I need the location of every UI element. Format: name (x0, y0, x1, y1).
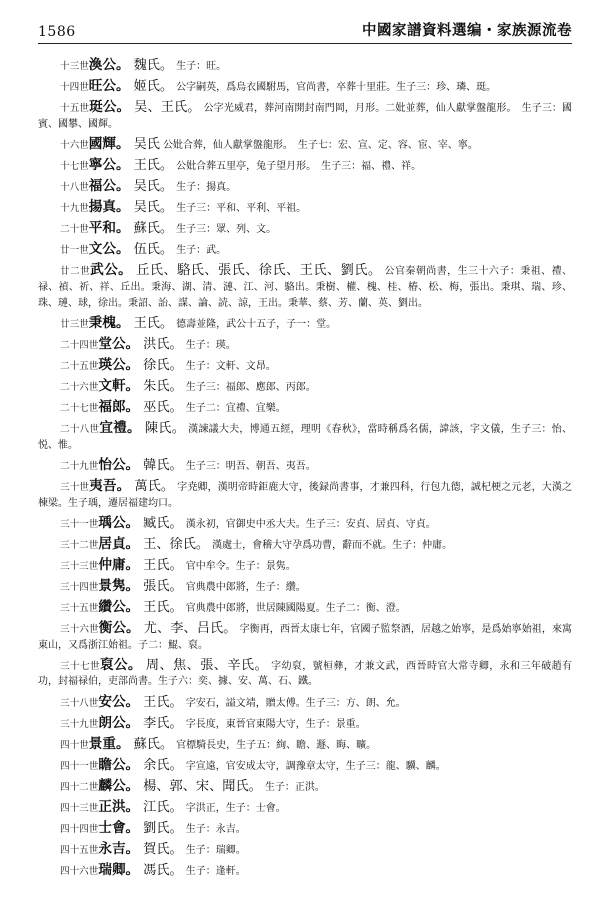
ancestor-name: 永吉。 (98, 841, 140, 858)
genealogy-entry (38, 821, 572, 838)
generation-label: 廿一世 (60, 245, 89, 257)
spouse-names: 洪氏。 (143, 336, 183, 352)
ancestor-name: 夷吾。 (89, 477, 131, 494)
spouse-names: 臧氏。 (143, 515, 183, 531)
genealogy-entry (38, 695, 572, 712)
generation-label: 四十二世 (60, 781, 99, 793)
spouse-names: 王氏。 (143, 557, 183, 573)
generation-label: 十九世 (60, 203, 89, 215)
entry-note: 生子：瑛。 (185, 339, 236, 351)
genealogy-entry (38, 158, 572, 175)
entry-note: 生子：瑞卿。 (185, 845, 246, 857)
spouse-names: 李氏。 (143, 715, 183, 731)
genealogy-entry (38, 400, 572, 417)
spouse-names: 徐氏。 (143, 357, 183, 373)
ancestor-name: 景隽。 (98, 577, 140, 594)
ancestor-name: 朗公。 (98, 714, 140, 731)
genealogy-entry (38, 137, 572, 154)
ancestor-name: 居貞。 (98, 535, 140, 552)
spouse-names: 尤、李、吕氏。 (143, 621, 237, 637)
spouse-names: 朱氏。 (143, 379, 183, 394)
entry-note: 官典農中郎將，世居陳國陽夏。生子二：衡、澄。 (185, 603, 406, 615)
genealogy-entry (38, 516, 572, 533)
spouse-names: 王、徐氏。 (143, 536, 210, 552)
genealogy-entry (38, 263, 572, 311)
genealogy-entry (38, 779, 572, 796)
spouse-names: 賀氏。 (143, 842, 183, 858)
generation-label: 三十九世 (60, 718, 99, 730)
ancestor-name: 麟公。 (98, 777, 140, 794)
entry-note: 漢永初，官御史中丞大夫。生子三：安貞、居貞、守貞。 (185, 518, 436, 530)
entry-note: 公字光威君，葬河南開封南門岡，月形。二妣並葬，仙人獻掌盤龍形。 生子三：國賓、國攀、國輝。 (38, 103, 573, 130)
entry-note: 公妣合葬五里亭，兔子望月形。 生子三：福、禮、祥。 (176, 160, 422, 172)
ancestor-name: 宜禮。 (99, 420, 141, 437)
ancestor-name: 珽公。 (89, 99, 131, 116)
generation-label: 三十七世 (60, 660, 100, 672)
page-header (38, 18, 572, 40)
spouse-names: 蘇氏。 (133, 221, 174, 237)
entry-note: 字安石，謚文靖，贈太傅。生子三：方、朗、允。 (185, 697, 406, 709)
genealogy-entry (38, 179, 572, 196)
spouse-names: 張氏。 (143, 578, 183, 594)
spouse-names: 吴氏。 (133, 200, 174, 216)
generation-label: 三十三世 (60, 560, 99, 572)
ancestor-name: 福郎。 (98, 399, 140, 416)
entry-note: 官標騎長史，生子五：絢、瞻、遯、晦、曠。 (176, 739, 377, 751)
ancestor-name: 寧公。 (88, 156, 130, 173)
generation-label: 四十四世 (60, 824, 99, 836)
ancestor-name: 瞻公。 (98, 756, 140, 773)
entry-note: 生子：永吉。 (185, 824, 246, 836)
entry-note: 官中牟令。生子：景隽。 (185, 560, 296, 572)
ancestor-name: 景重。 (88, 735, 130, 752)
spouse-names: 王氏。 (133, 315, 174, 331)
genealogy-entry (38, 558, 572, 575)
header-rule (38, 43, 572, 44)
entry-note: 漢處士，會稽大守孕爲功曹，辭而不就。生子：仲庸。 (212, 539, 453, 551)
genealogy-entry (38, 358, 572, 375)
spouse-names: 陳氏。 (144, 421, 186, 437)
spouse-names: 馮氏。 (143, 863, 183, 879)
generation-label: 十五世 (60, 103, 90, 115)
entry-note: 生子：武。 (176, 245, 227, 257)
spouse-names: 萬氏。 (134, 478, 175, 494)
genealogy-entry (38, 58, 572, 75)
entry-note: 公妣合葬，仙人獻掌盤龍形。 生子七：宏、宣、定、容、宦、宰、寧。 (162, 139, 478, 151)
spouse-names: 王氏。 (143, 694, 183, 710)
page-number: 1586 (38, 24, 76, 40)
genealogy-entry (38, 600, 572, 617)
ancestor-name: 裒公。 (99, 656, 142, 673)
genealogy-entry (38, 863, 572, 880)
spouse-names: 吴氏 (133, 136, 160, 152)
spouse-names: 王氏。 (143, 600, 183, 616)
genealogy-entry (38, 658, 572, 690)
spouse-names: 吴、王氏。 (134, 100, 201, 116)
generation-label: 十四世 (60, 82, 89, 94)
generation-label: 三十五世 (60, 603, 99, 615)
genealogy-entry (38, 537, 572, 554)
genealogy-entry (38, 100, 572, 132)
genealogy-entry (38, 758, 572, 775)
entry-note: 字尭卿，漢明帝時鉅鹿大守，後録尚書事，才兼四科，行包九德，誠杞梗之元老，大漢之棟梁。生子瑀，遷居福建均口。 (38, 481, 572, 509)
entry-note: 字長度，東晉官東陽大守，生子：景重。 (185, 718, 366, 730)
generation-label: 十八世 (60, 182, 89, 194)
spouse-names: 周、焦、張、辛氏。 (145, 657, 269, 673)
genealogy-entries (38, 58, 572, 884)
spouse-names: 伍氏。 (133, 242, 174, 258)
ancestor-name: 堂公。 (98, 335, 140, 352)
ancestor-name: 揚真。 (88, 199, 130, 216)
ancestor-name: 安公。 (98, 693, 140, 710)
spouse-names: 劉氏。 (143, 821, 183, 837)
ancestor-name: 怡公。 (98, 456, 140, 473)
entry-note: 生子三：明吾、朝吾、夷吾。 (185, 460, 316, 472)
generation-label: 三十世 (60, 481, 90, 493)
generation-label: 二十九世 (60, 460, 99, 472)
spouse-names: 韓氏。 (143, 457, 183, 473)
ancestor-name: 秉槐。 (88, 314, 130, 331)
genealogy-entry (38, 337, 572, 354)
entry-note: 字幼裒，號桓彝，才兼文武，西晉時官大常寺卿，永和三年破趙有功，封福禄伯，吏部尚書。生子六：奕、據、安、萬、石、鐵。 (38, 660, 573, 688)
ancestor-name: 衡公。 (98, 620, 140, 637)
generation-label: 二十四世 (60, 339, 99, 351)
ancestor-name: 武公。 (90, 262, 133, 279)
entry-note: 生子：文軒、文昂。 (185, 360, 276, 372)
spouse-names: 姬氏。 (133, 79, 174, 95)
generation-label: 三十一世 (60, 518, 99, 530)
entry-note: 公字嗣英，爲烏衣國駙馬，官尚書，卒葬十里莊。生子三：珍、璘、珽。 (176, 82, 497, 94)
generation-label: 二十八世 (60, 424, 100, 436)
ancestor-name: 旺公。 (88, 78, 130, 95)
entry-note: 生子：旺。 (176, 61, 227, 72)
generation-label: 十六世 (60, 139, 89, 151)
spouse-names: 江氏。 (143, 799, 183, 815)
generation-label: 十七世 (60, 160, 89, 172)
generation-label: 四十六世 (60, 866, 99, 878)
ancestor-name: 瑛公。 (98, 356, 140, 373)
entry-note: 字洪正，生子：士會。 (185, 802, 286, 814)
generation-label: 四十一世 (60, 760, 99, 772)
ancestor-name: 仲庸。 (98, 556, 140, 573)
ancestor-name: 正洪。 (98, 798, 140, 815)
entry-note: 公官秦朝尚書，生三十六子：秉祖、禮、禄、禎、祈、祥、丘出。秉海、湖、清、漣、江、河、駱出。秉樹、權、槐、桂、椿、松、梅，張出。秉琪、瑞、珍、珠、璉、球，徐出。秉詔、詒、謀、論、読、諒，王出。秉華、蔡、芳、蘭、英、劉出。 (38, 266, 573, 309)
ancestor-name: 纘公。 (98, 599, 140, 616)
generation-label: 三十八世 (60, 697, 99, 709)
entry-note: 生子三：平和、平利、平祖。 (176, 203, 307, 215)
entry-note: 生子三：福郎、應郎、丙郎。 (185, 382, 316, 393)
genealogy-entry (38, 200, 572, 217)
spouse-names: 蘇氏。 (133, 736, 174, 752)
spouse-names: 王氏。 (133, 157, 174, 173)
generation-label: 二十六世 (60, 382, 99, 393)
spouse-names: 巫氏。 (143, 400, 183, 416)
ancestor-name: 瑞卿。 (98, 862, 140, 879)
genealogy-entry (38, 458, 572, 475)
spouse-names: 余氏。 (143, 757, 183, 773)
entry-note: 生子三：眾、列、文。 (176, 224, 277, 236)
genealogy-entry (38, 579, 572, 596)
genealogy-entry (38, 379, 572, 396)
spouse-names: 魏氏。 (133, 58, 174, 73)
genealogy-entry (38, 79, 572, 96)
ancestor-name: 渙公。 (88, 57, 130, 73)
generation-label: 四十世 (60, 739, 89, 751)
generation-label: 十三世 (60, 61, 89, 72)
entry-note: 字宣遠，官安成太守，調豫章太守，生子三：龍、驥、麟。 (185, 760, 446, 772)
genealogy-entry (38, 737, 572, 754)
generation-label: 二十世 (60, 224, 89, 236)
genealogy-entry (38, 221, 572, 238)
genealogy-entry (38, 842, 572, 859)
ancestor-name: 士會。 (98, 820, 140, 837)
ancestor-name: 國輝。 (88, 135, 130, 152)
ancestor-name: 文軒。 (98, 378, 140, 394)
running-title: 中國家譜資料選编・家族源流卷 (362, 22, 572, 39)
genealogy-entry (38, 316, 572, 333)
ancestor-name: 福公。 (88, 178, 130, 195)
generation-label: 二十五世 (60, 360, 99, 372)
ancestor-name: 平和。 (88, 220, 130, 237)
genealogy-entry (38, 716, 572, 733)
entry-note: 字衡再，西晉太康七年，官國子監祭酒，居越之始寧，是爲始寧始祖，來寓東山，又爲浙江始祖。子二：鯤、裒。 (38, 624, 573, 651)
generation-label: 三十二世 (60, 539, 99, 551)
generation-label: 二十七世 (60, 403, 99, 415)
generation-label: 廿三世 (60, 318, 89, 330)
genealogy-entry (38, 421, 572, 453)
spouse-names: 楊、郭、宋、聞氏。 (143, 778, 262, 794)
genealogy-entry (38, 621, 572, 653)
entry-note: 生子二：宜禮、宜樂。 (185, 403, 286, 415)
generation-label: 廿二世 (60, 266, 91, 278)
generation-label: 四十五世 (60, 845, 99, 857)
generation-label: 四十三世 (60, 802, 99, 814)
ancestor-name: 文公。 (88, 241, 130, 258)
entry-note: 漢諫議大夫，博通五經，理明《春秋》，當時稱爲名儒，諱該，字文儀，生子三：怡、悦、惟。 (38, 424, 573, 451)
generation-label: 三十四世 (60, 581, 99, 593)
entry-note: 官典農中郎將，生子：纘。 (185, 581, 306, 593)
entry-note: 生子：正洪。 (264, 781, 325, 793)
entry-note: 生子：揚真。 (176, 182, 237, 194)
entry-note: 生子：逢軒。 (185, 866, 246, 878)
ancestor-name: 瑀公。 (98, 514, 140, 531)
genealogy-entry (38, 800, 572, 817)
entry-note: 德壽並隆，武公十五子，子一：堂。 (176, 318, 337, 330)
spouse-names: 吴氏。 (133, 179, 174, 195)
generation-label: 三十六世 (60, 624, 99, 636)
genealogy-entry (38, 242, 572, 259)
spouse-names: 丘氏、駱氏、張氏、徐氏、王氏、劉氏。 (136, 263, 382, 279)
genealogy-entry (38, 479, 572, 511)
